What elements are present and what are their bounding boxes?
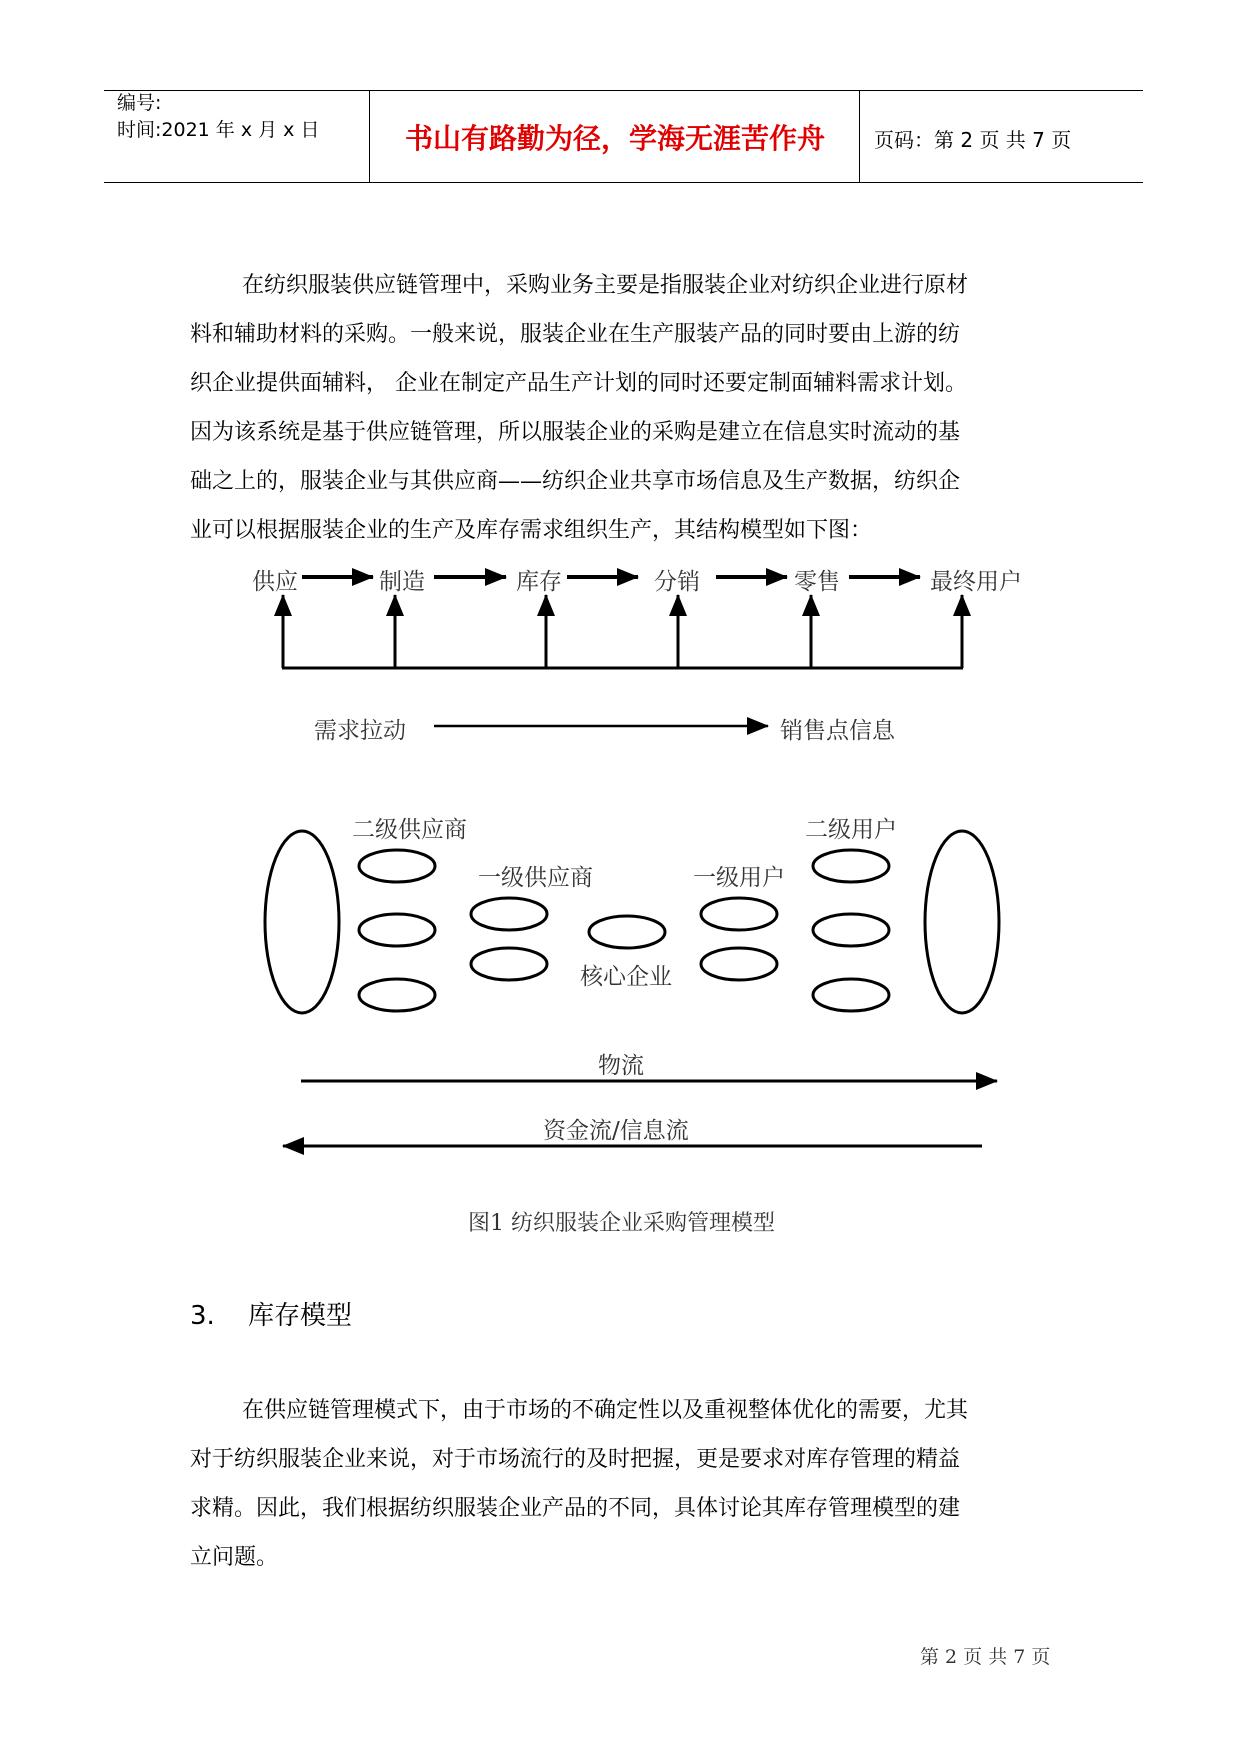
tier1-user-label: 一级用户 bbox=[693, 865, 785, 891]
paragraph-inventory bbox=[190, 1386, 1070, 1582]
paragraph-line: 因为该系统是基于供应链管理，所以服装企业的采购是建立在信息实时流动的基 bbox=[190, 420, 961, 445]
chain-label-inventory: 库存 bbox=[516, 569, 562, 595]
chain-label-retail: 零售 bbox=[794, 569, 840, 595]
ellipse-tier2-user bbox=[813, 979, 889, 1011]
paragraph-line: 对于纺织服装企业来说，对于市场流行的及时把握，更是要求对库存管理的精益 bbox=[190, 1447, 961, 1472]
figure-caption: 图1 纺织服装企业采购管理模型 bbox=[468, 1211, 775, 1236]
paragraph-line: 业可以根据服装企业的生产及库存需求组织生产，其结构模型如下图： bbox=[190, 518, 873, 543]
header-page-label: 页码：第 2 页 共 7 页 bbox=[874, 128, 1072, 152]
paragraph-line: 织企业提供面辅料， 企业在制定产品生产计划的同时还要定制面辅料需求计划。 bbox=[190, 371, 967, 396]
feedback-bracket bbox=[282, 595, 963, 668]
material-flow-label: 物流 bbox=[598, 1053, 644, 1079]
page-footer: 第 2 页 共 7 页 bbox=[920, 1646, 1051, 1668]
ellipse-tier2-supplier bbox=[359, 979, 435, 1011]
chain-label-supply: 供应 bbox=[252, 569, 298, 595]
chain-label-distribution: 分销 bbox=[654, 569, 700, 595]
ellipse-tier2-user bbox=[813, 850, 889, 882]
ellipse-core-enterprise bbox=[589, 916, 665, 948]
ellipse-tier2-user bbox=[813, 914, 889, 946]
capital-info-flow-label: 资金流/信息流 bbox=[543, 1118, 689, 1144]
paragraph-line: 在纺织服装供应链管理中，采购业务主要是指服装企业对纺织企业进行原材 bbox=[242, 273, 969, 298]
chain-label-manufacture: 制造 bbox=[379, 569, 425, 595]
pos-info-label: 销售点信息 bbox=[780, 718, 895, 744]
paragraph-line: 础之上的，服装企业与其供应商——纺织企业共享市场信息及生产数据，纺织企 bbox=[190, 469, 961, 494]
ellipse-tier1-user bbox=[701, 948, 777, 980]
paragraph-line: 立问题。 bbox=[190, 1545, 279, 1570]
ellipse-tier1-user bbox=[701, 898, 777, 930]
header-time-label: 时间:2021 年 x 月 x 日 bbox=[117, 119, 320, 141]
ellipse-right-large bbox=[925, 831, 999, 1013]
ellipse-tier1-supplier bbox=[471, 948, 547, 980]
section-title: 库存模型 bbox=[248, 1301, 353, 1331]
section-number: 3. bbox=[190, 1301, 215, 1331]
tier1-supplier-label: 一级供应商 bbox=[478, 865, 593, 891]
chain-label-enduser: 最终用户 bbox=[930, 569, 1022, 595]
paragraph-line: 在供应链管理模式下，由于市场的不确定性以及重视整体优化的需要，尤其 bbox=[242, 1398, 969, 1423]
header-motto: 书山有路勤为径，学海无涯苦作舟 bbox=[404, 122, 825, 155]
ellipse-tier1-supplier bbox=[471, 898, 547, 930]
section-heading bbox=[190, 1295, 352, 1332]
ellipse-tier2-supplier bbox=[359, 850, 435, 882]
ellipse-left-large bbox=[265, 831, 339, 1013]
header-number-label: 编号: bbox=[117, 92, 162, 114]
core-enterprise-label: 核心企业 bbox=[580, 964, 672, 990]
ellipse-tier2-supplier bbox=[359, 914, 435, 946]
tier2-supplier-label: 二级供应商 bbox=[352, 817, 467, 843]
paragraph-line: 求精。因此，我们根据纺织服装企业产品的不同，具体讨论其库存管理模型的建 bbox=[190, 1496, 961, 1521]
tier2-user-label: 二级用户 bbox=[805, 817, 897, 843]
paragraph-line: 料和辅助材料的采购。一般来说，服装企业在生产服装产品的同时要由上游的纺 bbox=[190, 322, 961, 347]
demand-pull-label: 需求拉动 bbox=[314, 718, 406, 744]
